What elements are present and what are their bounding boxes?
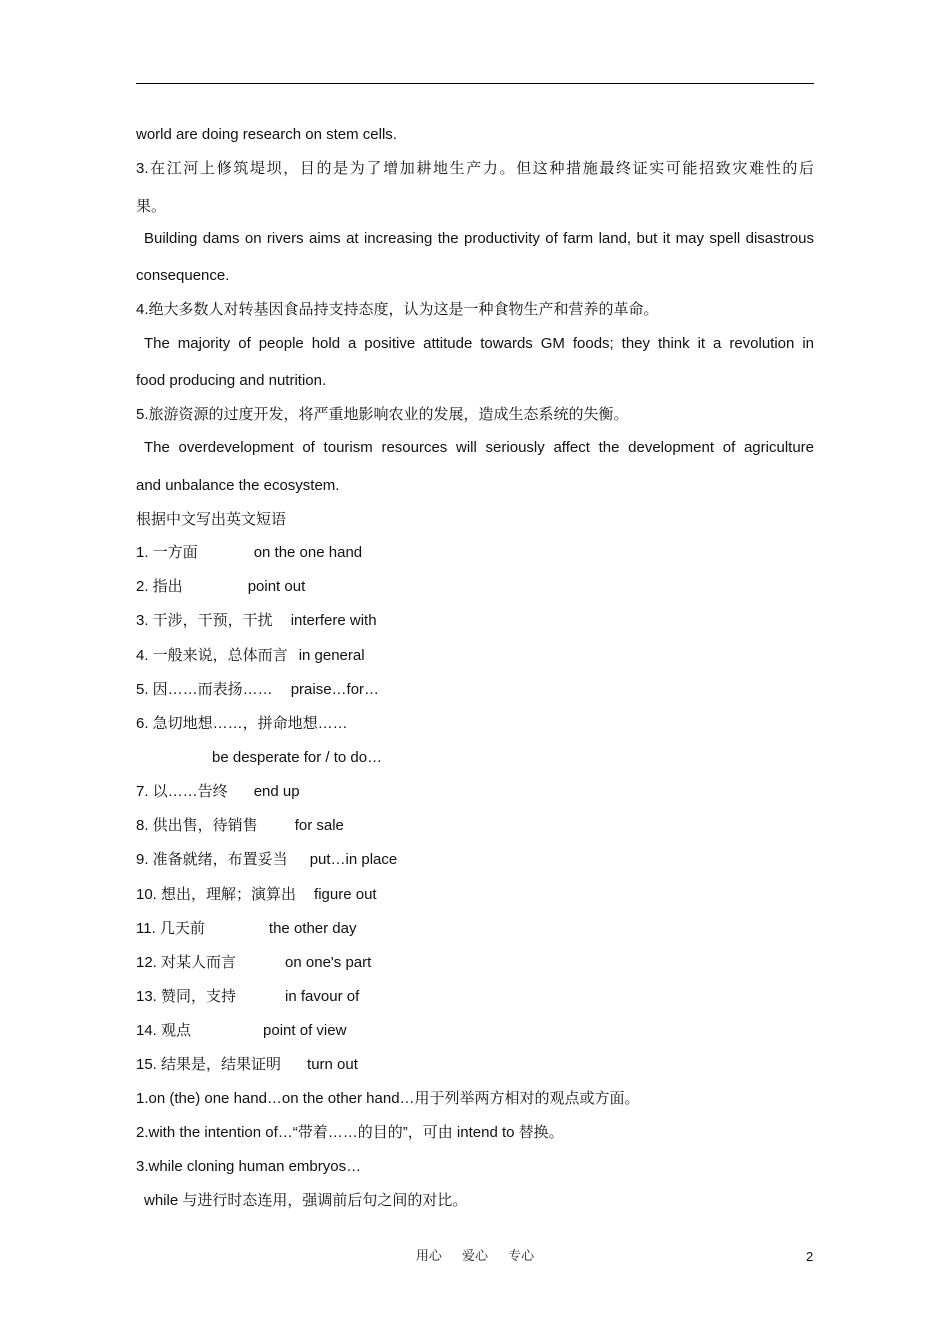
note-line: 1.on (the) one hand…on the other hand…用于列举两方相对的观点或方面。 — [136, 1090, 640, 1107]
phrase-en: point of view — [263, 1022, 347, 1039]
phrase-cn: 4. 一般来说，总体而言 — [136, 647, 288, 664]
footer-item: 专心 — [508, 1249, 535, 1264]
phrase-cn: 12. 对某人而言 — [136, 954, 237, 971]
text-line: Building dams on rivers aims at increasing the productivity of farm land, but it may spell disastrous — [144, 230, 814, 247]
phrase-item — [136, 646, 814, 666]
page-number: 2 — [806, 1249, 814, 1264]
phrase-en: point out — [247, 578, 306, 595]
text-line: 3.在江河上修筑堤坝，目的是为了增加耕地生产力。但这种措施最终证实可能招致灾难性的后 — [136, 160, 814, 177]
phrase-cn: 3. 干涉，干预，干扰 — [136, 612, 273, 629]
phrase-item — [136, 577, 814, 597]
phrase-item — [136, 1021, 814, 1041]
text-line: and unbalance the ecosystem. — [136, 477, 340, 494]
note-line: while 与进行时态连用，强调前后句之间的对比。 — [144, 1192, 468, 1209]
phrase-item — [136, 885, 814, 905]
text-line: 5.旅游资源的过度开发，将严重地影响农业的发展，造成生态系统的失衡。 — [136, 406, 629, 423]
text-line: consequence. — [136, 267, 230, 284]
phrase-item — [136, 1055, 814, 1075]
phrase-item — [136, 680, 814, 700]
phrase-cn: 9. 准备就绪，布置妥当 — [136, 851, 288, 868]
phrase-en: for sale — [294, 817, 344, 834]
phrase-item — [136, 953, 814, 973]
footer-item: 爱心 — [461, 1249, 488, 1264]
text-line: The majority of people hold a positive attitude towards GM foods; they think it a revolution in — [144, 335, 814, 352]
phrase-cn: 10. 想出，理解；演算出 — [136, 886, 297, 903]
phrase-cn: 13. 赞同，支持 — [136, 988, 237, 1005]
phrase-item — [136, 816, 814, 836]
note-line: 3.while cloning human embryos… — [136, 1158, 362, 1175]
note-line: 2.with the intention of…“带着……的目的”，可由 intend to 替换。 — [136, 1124, 564, 1141]
phrase-item — [136, 714, 814, 734]
phrase-item — [136, 782, 814, 802]
footer-item: 用心 — [415, 1249, 442, 1264]
phrase-en: end up — [253, 783, 300, 800]
phrase-en: in favour of — [285, 988, 360, 1005]
phrase-cn: 8. 供出售，待销售 — [136, 817, 258, 834]
phrase-en-continued: be desperate for / to do… — [212, 749, 383, 766]
phrase-en: praise…for… — [290, 681, 380, 698]
phrase-cn: 14. 观点 — [136, 1022, 192, 1039]
text-line: 果。 — [136, 198, 167, 215]
text-line: The overdevelopment of tourism resources will seriously affect the development of agriculture — [144, 439, 814, 456]
phrase-cn: 5. 因……而表扬…… — [136, 681, 273, 698]
phrase-cn: 1. 一方面 — [136, 544, 198, 561]
phrase-item — [136, 919, 814, 939]
phrase-en: on one's part — [285, 954, 372, 971]
phrase-item — [136, 987, 814, 1007]
text-line: food producing and nutrition. — [136, 372, 327, 389]
phrase-cn: 15. 结果是，结果证明 — [136, 1056, 282, 1073]
header-rule — [136, 83, 814, 84]
phrase-item — [136, 543, 814, 563]
text-line: 4.绝大多数人对转基因食品持支持态度，认为这是一种食物生产和营养的革命。 — [136, 301, 659, 318]
phrase-en: put…in place — [309, 851, 398, 868]
section-heading: 根据中文写出英文短语 — [136, 511, 287, 528]
phrase-cn: 11. 几天前 — [136, 920, 205, 937]
phrase-en: figure out — [314, 886, 377, 903]
phrase-cn: 2. 指出 — [136, 578, 183, 595]
phrase-item — [136, 850, 814, 870]
phrase-item — [136, 611, 814, 631]
phrase-en: interfere with — [290, 612, 377, 629]
text-line: world are doing research on stem cells. — [136, 126, 397, 143]
phrase-cn: 7. 以……告终 — [136, 783, 228, 800]
phrase-en: in general — [298, 647, 365, 664]
phrase-en: on the one hand — [253, 544, 363, 561]
phrase-en: turn out — [307, 1056, 358, 1073]
phrase-cn: 6. 急切地想……，拼命地想…… — [136, 715, 348, 732]
phrase-en: the other day — [268, 920, 357, 937]
